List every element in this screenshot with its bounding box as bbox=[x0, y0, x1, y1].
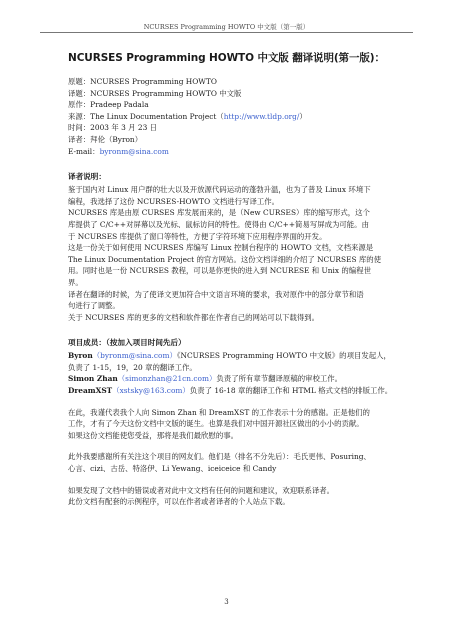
members-list bbox=[68, 350, 413, 396]
closing-paragraph bbox=[68, 485, 413, 508]
text-line: 这是一份关于如何使用 NCURSES 库编写 Linux 控制台程序的 HOWTO 文档，文档来源是 bbox=[68, 243, 374, 253]
text-line: 编程，我选择了这份 NCURSES-HOWTO 文档进行写译工作。 bbox=[68, 196, 280, 206]
email-prefix: E-mail： bbox=[68, 146, 100, 156]
translator-line: 译者：拜伦（Byron） bbox=[68, 134, 143, 144]
text-line: 界。 bbox=[68, 277, 83, 287]
source-line bbox=[68, 111, 413, 123]
translation-notes bbox=[68, 184, 413, 323]
header-rule bbox=[40, 32, 413, 33]
text-line: 关于 NCURSES 库的更多的文档和软件都在作者自己的网站可以下载得到。 bbox=[68, 312, 320, 322]
text-line: 译者在翻译的时候，为了使译文更加符合中文语言环境的要求，我对原作中的部分章节和语 bbox=[68, 289, 364, 299]
member-name: DreamXST bbox=[68, 386, 113, 396]
date-line: 时间：2003 年 3 月 23 日 bbox=[68, 123, 158, 133]
translation-notes-heading: 译者说明： bbox=[68, 172, 106, 182]
source-suffix: ） bbox=[299, 111, 307, 121]
original-author: 原作：Pradeep Padala bbox=[68, 100, 149, 110]
member-name: Byron bbox=[68, 351, 93, 361]
member-role: 《NCURSES Programming HOWTO 中文版》的项目发起人， bbox=[176, 351, 391, 361]
member-name: Simon Zhan bbox=[68, 374, 118, 384]
spacer bbox=[68, 397, 413, 407]
text-line: 用。同时也是一份 NCURSES 教程，可以是你更快的进入到 NCURESE 和 Unix 的编程世 bbox=[68, 266, 371, 276]
thanks-paragraph bbox=[68, 407, 413, 442]
text-line: 如果发现了文档中的错误或者对此中文文档有任何的问题和建议，欢迎联系译者。 bbox=[68, 485, 335, 495]
text-line: The Linux Documentation Project 的官方网站。这份文档详细的介绍了 NCURSES 库的使 bbox=[68, 254, 382, 264]
document-body bbox=[68, 50, 413, 508]
email-line bbox=[68, 146, 413, 158]
text-line: 此外我要感谢所有关注这个项目的网友们。他们是（排名不分先后）：毛氏更伟、Posuring、 bbox=[68, 452, 371, 462]
page-title: NCURSES Programming HOWTO 中文版 翻译说明(第一版)： bbox=[68, 52, 385, 64]
translated-title: 译题：NCURSES Programming HOWTO 中文版 bbox=[68, 88, 242, 98]
text-line: 句进行了调整。 bbox=[68, 301, 120, 311]
text-line: 工作，才有了今天这份文档中文版的诞生。也算是我们对中国开源社区做出的小小的贡献。 bbox=[68, 419, 364, 429]
text-line: 如果这份文档能使您受益，那将是我们最欣慰的事。 bbox=[68, 430, 238, 440]
source-prefix: 来源：The Linux Documentation Project（ bbox=[68, 111, 224, 121]
member-email-link[interactable]: （xstsky@163.com） bbox=[112, 386, 190, 396]
member-dreamxst bbox=[68, 385, 413, 397]
source-link[interactable]: http://www.tldp.org/ bbox=[223, 111, 300, 121]
member-email-link[interactable]: （simonzhan@21cn.com） bbox=[117, 374, 217, 384]
member-role: 负责了 16-18 章的翻译工作和 HTML 格式文档的排版工作。 bbox=[189, 386, 393, 396]
document-metadata bbox=[68, 76, 413, 157]
member-byron bbox=[68, 350, 413, 362]
text-line: 在此，我谨代表我个人向 Simon Zhan 和 DreamXST 的工作表示十分的感谢。正是他们的 bbox=[68, 407, 370, 417]
text-line: 此份文档有配套的示例程序，可以在作者或者译者的个人站点下载。 bbox=[68, 497, 290, 507]
spacer bbox=[68, 475, 413, 485]
email-link[interactable]: byronm@sina.com bbox=[99, 146, 169, 156]
text-line: 库提供了 C/C++对屏幕以及光标、鼠标访问的特性。使得由 C/C++简易写屏成为可能。由 bbox=[68, 219, 369, 229]
original-title: 原题：NCURSES Programming HOWTO bbox=[68, 77, 217, 86]
member-email-link[interactable]: （byronm@sina.com） bbox=[92, 351, 177, 361]
friends-paragraph bbox=[68, 451, 413, 474]
member-simon bbox=[68, 373, 413, 385]
text-line: NCURSES 库是由原 CURSES 库发展而来的，是（New CURSES）库的缩写形式，这个 bbox=[68, 208, 370, 218]
text-line: 鉴于国内对 Linux 用户群的壮大以及开放源代码运动的蓬勃升温，也为了普及 Linux 环境下 bbox=[68, 185, 371, 195]
page-number: 3 bbox=[224, 598, 229, 606]
running-header: NCURSES Programming HOWTO 中文版（第一版） bbox=[143, 23, 310, 31]
spacer bbox=[68, 441, 413, 451]
members-heading: 项目成员：（按加入项目时间先后） bbox=[68, 338, 186, 348]
member-byron-role-cont: 负责了 1-15，19，20 章的翻译工作。 bbox=[68, 362, 197, 372]
member-role: 负责了所有章节翻译原稿的审校工作。 bbox=[216, 374, 343, 384]
text-line: 心言、cizi、古岳、特洛伊、Li Yewang、iceiceice 和 Candy bbox=[68, 464, 277, 474]
text-line: 于 NCURSES 库提供了窗口等特性，方便了字符环境下应用程序界面的开发。 bbox=[68, 231, 327, 241]
